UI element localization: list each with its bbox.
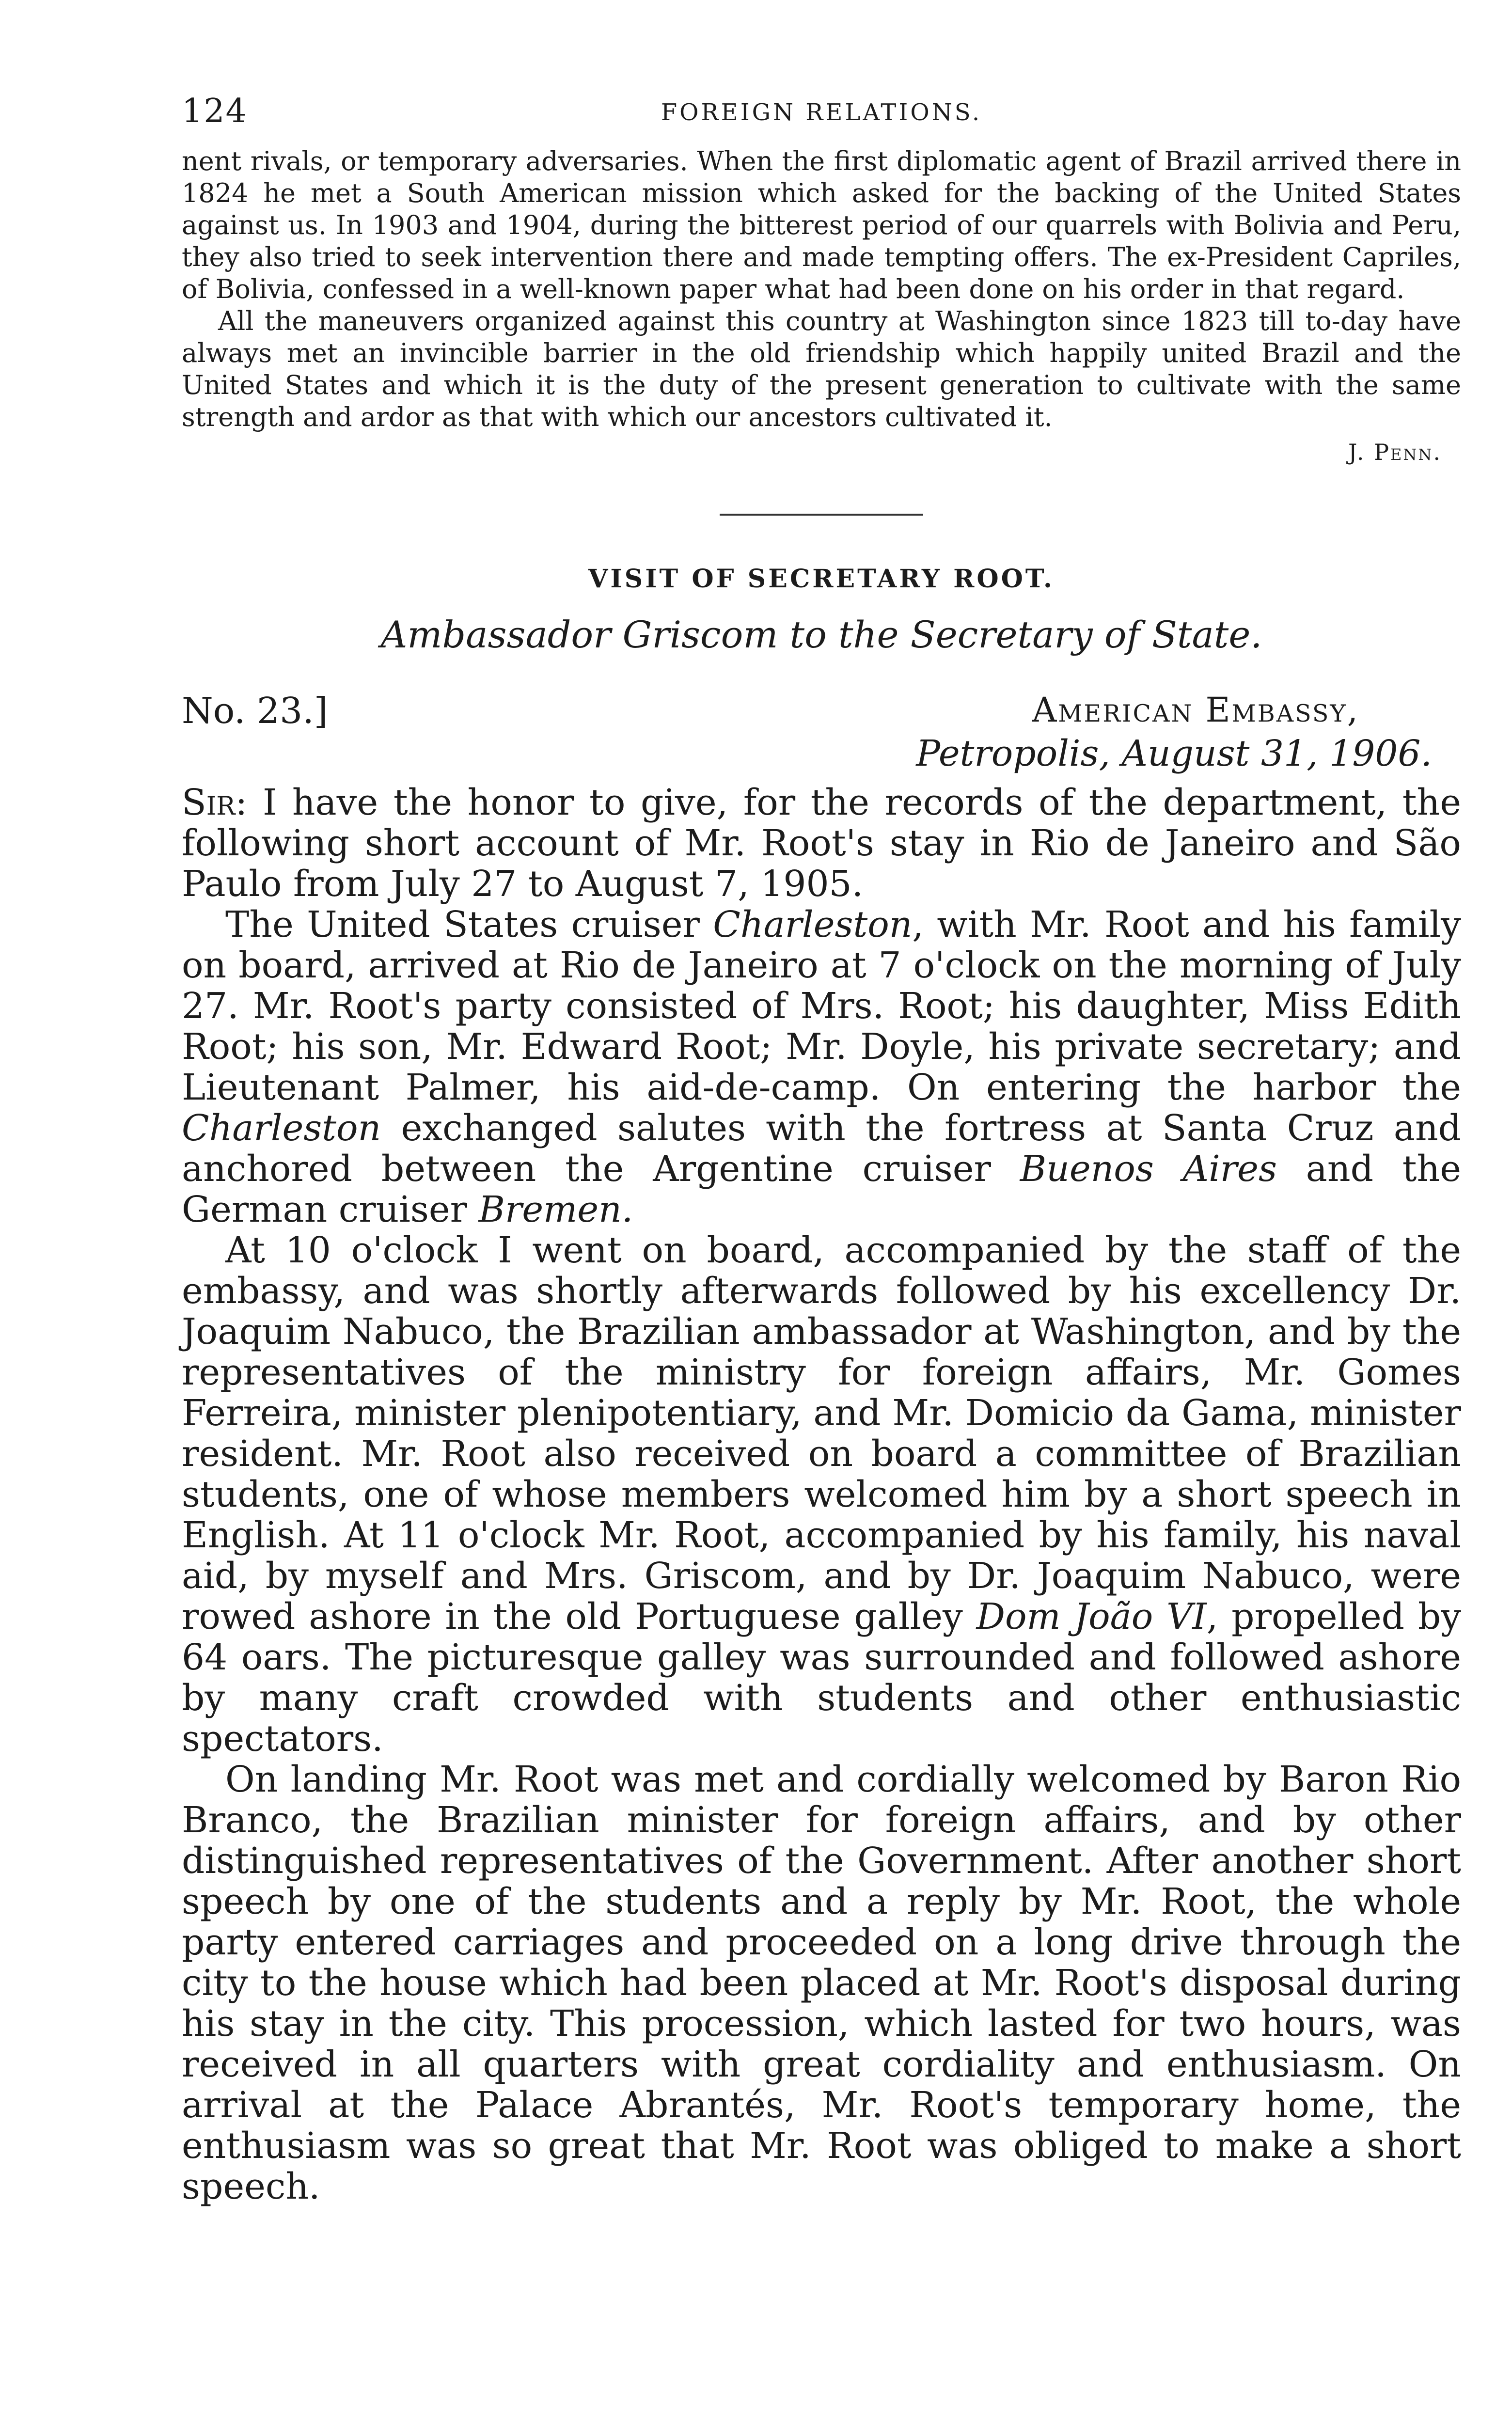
body-text: : I have the honor to give, for the records of the department, the following short account of Mr. Root's stay in Rio de Janeiro and São Paulo from July 27 to August 7, 1905. [182,782,1461,905]
dateline [182,690,1461,782]
page-header [182,92,1461,145]
body-text: , propelled by 64 oars. The picturesque galley was surrounded and followed ashore by many craft crowded with students and other enthusiastic spectators. [182,1596,1462,1760]
embassy-name: American Embassy, [1032,690,1359,730]
letter-body [182,782,1461,2207]
section-title: VISIT OF SECRETARY ROOT. [588,564,1055,594]
place-and-date: Petropolis, August 31, 1906. [916,733,1432,774]
body-text: , with Mr. Root and his family on board, arrived at Rio de Janeiro at 7 o'clock on the morning of July 27. Mr. Root's party consisted of Mrs. Root; his daughter, Miss Edith Root; his son, Mr. Edward Root; Mr. Doyle, his private secretary; and Lieutenant Palmer, his aid-de-camp. On entering the harbor the [182,904,1461,1108]
body-text: and the German cruiser [182,1148,1461,1230]
prior-letter [182,145,1461,433]
prior-letter-paragraph: nent rivals, or temporary adversaries. When the first diplomatic agent of Brazil arrived there in 1824 he met a South American mission which asked for the backing of the United States against us. In 1903 and 1904, during the bitterest period of our quarrels with Bolivia and Peru, they also tried to seek intervention there and made tempting offers. The ex-President Capriles, of Bolivia, confessed in a well-known paper what had been done on his order in that regard. [182,146,1461,304]
prior-letter-paragraph: All the maneuvers organized against this country at Washington since 1823 till to-day have always met an invincible barrier in the old friendship which happily united Brazil and the United States and which it is the duty of the present generation to cultivate with the same strength and ardor as that with which our ancestors cultivated it. [182,306,1461,432]
galley-name: Dom João VI [976,1596,1207,1637]
signature: J. Penn. [1348,439,1442,465]
running-head: FOREIGN RELATIONS. [661,99,982,126]
body-text: The United States cruiser [225,904,713,945]
letter-subtitle: Ambassador Griscom to the Secretary of State. [380,613,1262,656]
section-divider [720,514,923,516]
page-number: 124 [182,92,248,130]
body-paragraph [182,1230,1461,1759]
ship-name: Buenos Aires [1020,1148,1277,1190]
document-number: No. 23.] [182,690,328,732]
body-paragraph: On landing Mr. Root was met and cordially welcomed by Baron Rio Branco, the Brazilian minister for foreign affairs, and by other distinguished representatives of the Government. After another short speech by one of the students and a reply by Mr. Root, the whole party entered carriages and proceeded on a long drive through the city to the house which had been placed at Mr. Root's disposal during his stay in the city. This procession, which lasted for two hours, was received in all quarters with great cordiality and enthusiasm. On arrival at the Palace Abrantés, Mr. Root's temporary home, the enthusiasm was so great that Mr. Root was obliged to make a short speech. [182,1759,1461,2207]
ship-name: Bremen. [478,1189,633,1230]
salutation: Sir [182,782,236,823]
ship-name: Charleston [713,904,913,945]
body-paragraph [182,904,1461,1230]
ship-name: Charleston [182,1107,381,1149]
body-text: At 10 o'clock I went on board, accompanied by the staff of the embassy, and was shortly afterwards followed by his excellency Dr. Joaquim Nabuco, the Brazilian ambassador at Washington, and by the representatives of the ministry for foreign affairs, Mr. Gomes Ferreira, minister plenipotentiary, and Mr. Domicio da Gama, minister resident. Mr. Root also received on board a committee of Brazilian students, one of whose members welcomed him by a short speech in English. At 11 o'clock Mr. Root, accompanied by his family, his naval aid, by myself and Mrs. Griscom, and by Dr. Joaquim Nabuco, were rowed ashore in the old Portuguese galley [182,1229,1461,1637]
document-page [182,92,1461,2207]
body-paragraph [182,782,1461,904]
body-text: exchanged salutes with the fortress at Santa Cruz and anchored between the Argentine cruiser [182,1107,1461,1190]
